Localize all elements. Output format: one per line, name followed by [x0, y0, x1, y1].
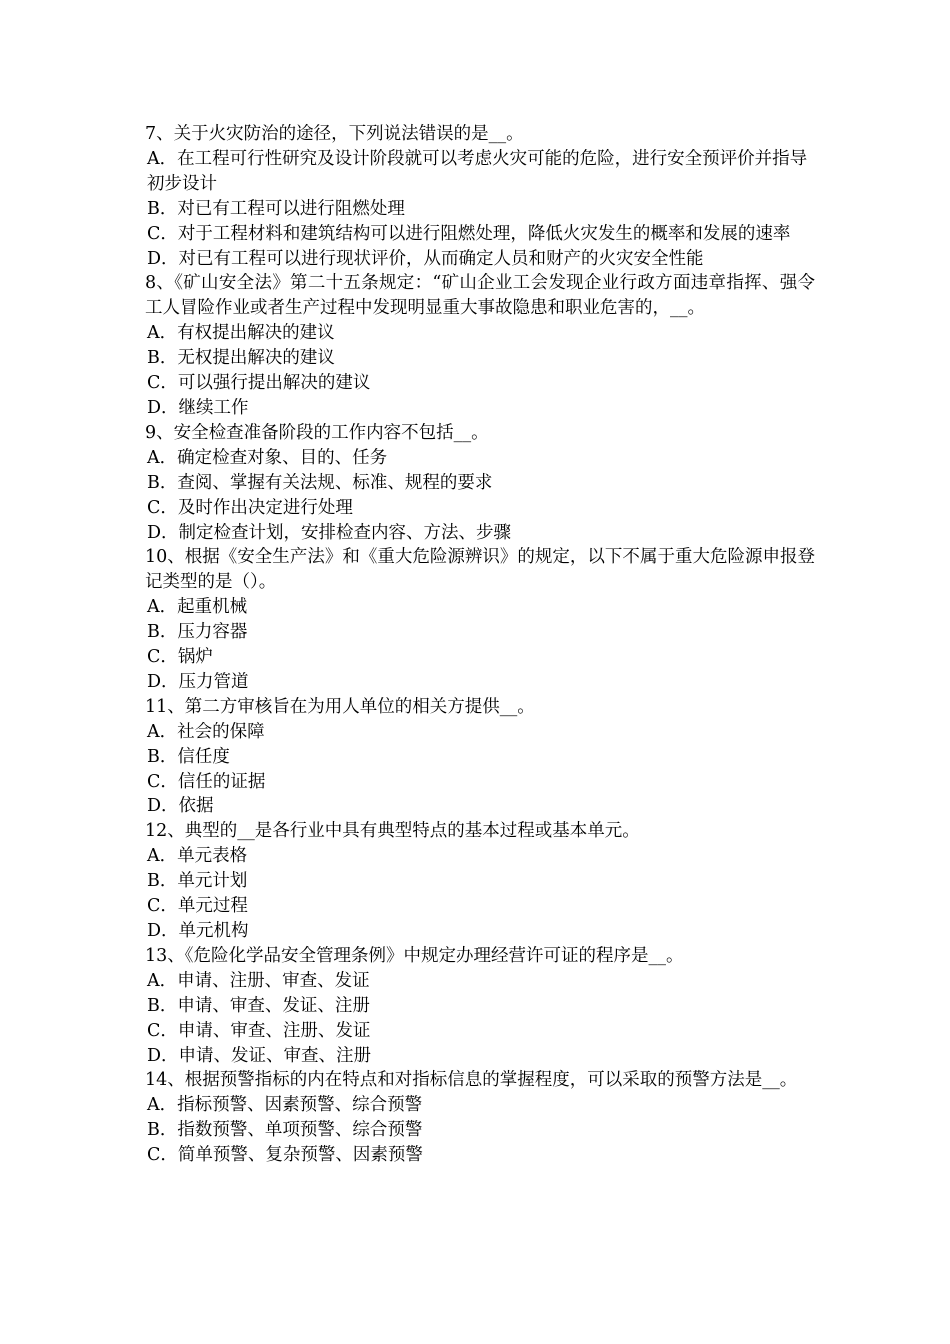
question-stem: 9、安全检查准备阶段的工作内容不包括__。	[145, 422, 489, 443]
question-stem: 11、第二方审核旨在为用人单位的相关方提供__。	[145, 696, 535, 717]
question-stem: 7、关于火灾防治的途径，下列说法错误的是__。	[145, 124, 524, 144]
option-b: B．查阅、掌握有关法规、标准、规程的要求	[147, 472, 493, 493]
question-7	[145, 122, 815, 271]
option-b: B．对已有工程可以进行阻燃处理	[147, 198, 405, 219]
option-b: B．单元计划	[147, 871, 248, 892]
document-page	[145, 122, 815, 1168]
question-8	[145, 271, 815, 420]
option-a: A．社会的保障	[147, 721, 265, 742]
question-stem: 12、典型的__是各行业中具有典型特点的基本过程或基本单元。	[145, 821, 640, 842]
option-d: D．压力管道	[147, 671, 249, 692]
option-c: C．及时作出决定进行处理	[147, 497, 353, 518]
question-9	[145, 421, 815, 546]
question-10	[145, 545, 815, 694]
option-c: C．信任的证据	[147, 771, 266, 792]
option-d: D．制定检查计划，安排检查内容、方法、步骤	[147, 522, 512, 543]
option-c: C．简单预警、复杂预警、因素预警	[147, 1145, 423, 1166]
option-d: D．对已有工程可以进行现状评价，从而确定人员和财产的火灾安全性能	[147, 248, 704, 269]
question-stem: 8、《矿山安全法》第二十五条规定：“矿山企业工会发现企业行政方面违章指挥、强令工人冒险作业或者生产过程中发现明显重大事故隐患和职业危害的，__。	[145, 273, 815, 319]
option-c: C．锅炉	[147, 647, 213, 668]
option-a: A．单元表格	[147, 846, 248, 867]
option-d: D．依据	[147, 796, 214, 817]
option-c: C．单元过程	[147, 896, 248, 917]
question-stem: 10、根据《安全生产法》和《重大危险源辨识》的规定，以下不属于重大危险源申报登记类型的是（）。	[145, 547, 815, 593]
question-stem: 14、根据预警指标的内在特点和对指标信息的掌握程度，可以采取的预警方法是__。	[145, 1070, 798, 1091]
option-a: A．在工程可行性研究及设计阶段就可以考虑火灾可能的危险，进行安全预评价并指导初步设计	[147, 148, 808, 194]
option-b: B．无权提出解决的建议	[147, 348, 335, 369]
option-c: C．申请、审查、注册、发证	[147, 1020, 371, 1041]
option-b: B．信任度	[147, 746, 230, 767]
option-b: B．申请、审查、发证、注册	[147, 995, 370, 1016]
question-stem: 13、《危险化学品安全管理条例》中规定办理经营许可证的程序是__。	[145, 945, 684, 966]
question-14	[145, 1068, 815, 1168]
question-13	[145, 944, 815, 1069]
option-d: D．继续工作	[147, 397, 249, 418]
option-a: A．起重机械	[147, 597, 248, 618]
option-a: A．指标预警、因素预警、综合预警	[147, 1095, 423, 1116]
option-d: D．申请、发证、审查、注册	[147, 1045, 372, 1066]
option-b: B．压力容器	[147, 622, 248, 643]
option-a: A．有权提出解决的建议	[147, 323, 335, 344]
option-b: B．指数预警、单项预警、综合预警	[147, 1120, 423, 1141]
question-11	[145, 695, 815, 820]
option-a: A．申请、注册、审查、发证	[147, 970, 370, 991]
option-a: A．确定检查对象、目的、任务	[147, 447, 388, 468]
option-c: C．可以强行提出解决的建议	[147, 373, 371, 394]
option-c: C．对于工程材料和建筑结构可以进行阻燃处理，降低火灾发生的概率和发展的速率	[147, 223, 791, 244]
question-12	[145, 819, 815, 944]
option-d: D．单元机构	[147, 921, 249, 941]
